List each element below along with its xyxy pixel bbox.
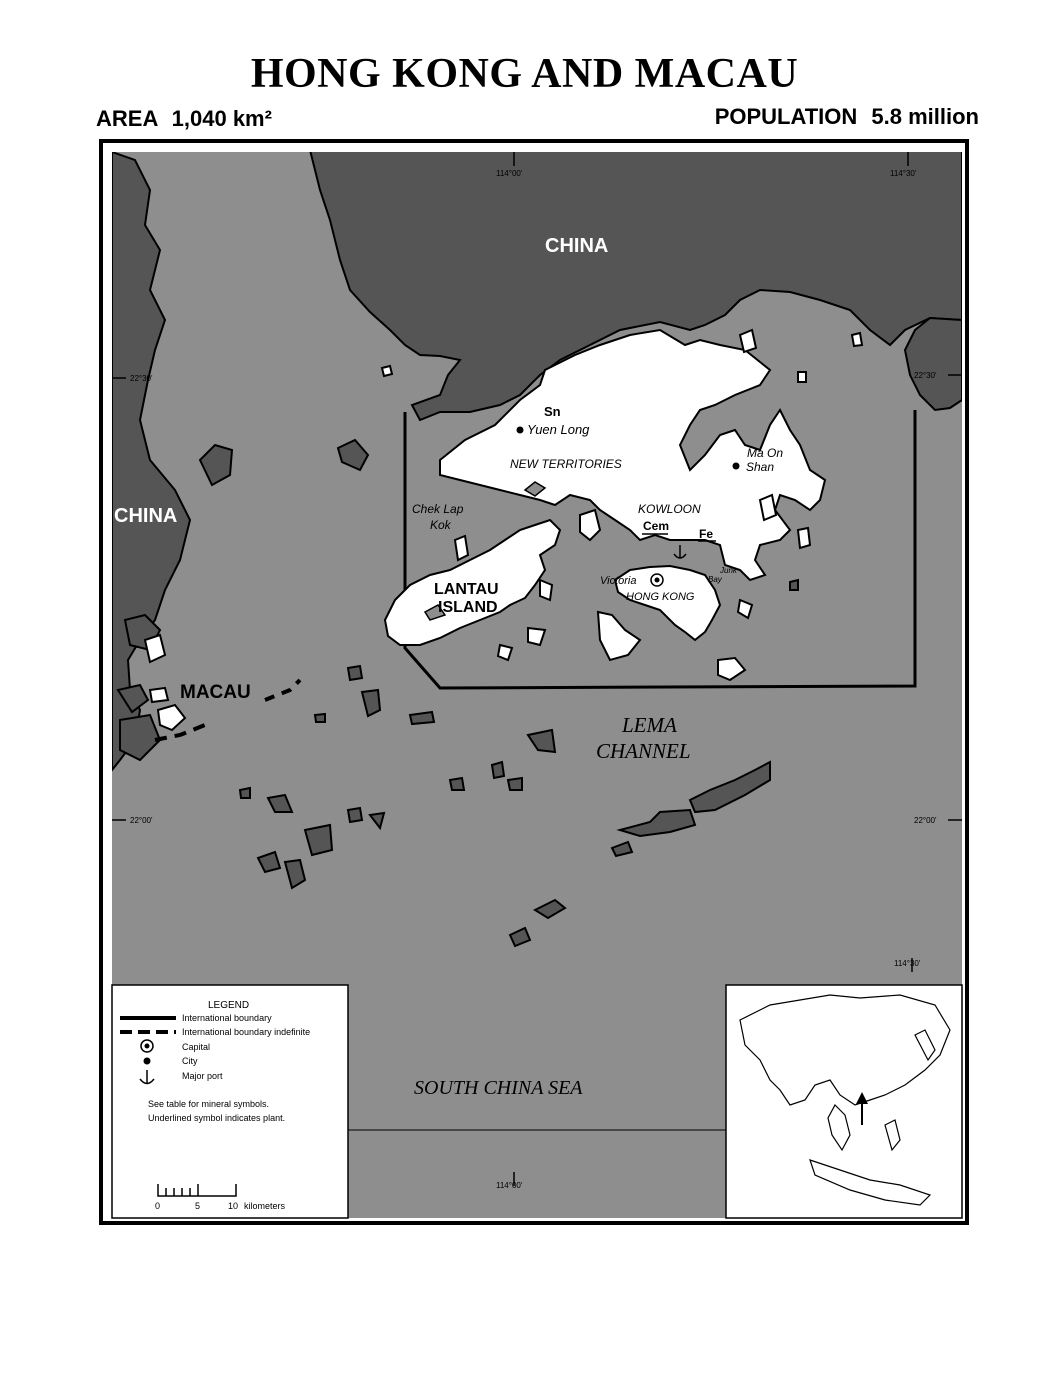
population-label: POPULATION xyxy=(714,104,858,129)
legend-item-label: City xyxy=(182,1056,198,1066)
label-bay-2: Bay xyxy=(708,575,722,584)
grat-left-22-30: 22°30' xyxy=(130,374,153,383)
grat-bottom-114-00: 114°00' xyxy=(496,1181,523,1190)
label-south-china-sea: SOUTH CHINA SEA xyxy=(414,1077,583,1099)
island xyxy=(508,778,522,790)
scale-tick-10: 10 xyxy=(228,1201,239,1211)
legend-item-label: International boundary xyxy=(182,1013,272,1023)
area-value: 1,040 km² xyxy=(171,106,272,131)
island xyxy=(790,580,798,590)
page-title: HONG KONG AND MACAU xyxy=(250,51,799,97)
city-yuen-long-icon xyxy=(517,427,524,434)
label-fe: Fe xyxy=(699,527,714,541)
label-ma-on-1: Ma On xyxy=(747,446,784,460)
population-value: 5.8 million xyxy=(871,104,979,129)
legend-note-2: Underlined symbol indicates plant. xyxy=(148,1113,286,1123)
legend-note-1: See table for mineral symbols. xyxy=(148,1099,270,1109)
scale-tick-0: 0 xyxy=(155,1201,161,1211)
capital-victoria-icon xyxy=(651,574,663,586)
label-ma-on-2: Shan xyxy=(746,460,775,474)
island xyxy=(798,528,810,548)
label-china-north: CHINA xyxy=(545,235,609,257)
island xyxy=(382,366,392,376)
label-lantau-1: LANTAU xyxy=(434,581,499,598)
label-new-territories: NEW TERRITORIES xyxy=(510,457,622,471)
legend-item-label: Capital xyxy=(182,1042,211,1052)
island xyxy=(348,808,362,822)
scale-tick-5: 5 xyxy=(195,1201,201,1211)
grat-top-114-30: 114°30' xyxy=(890,169,917,178)
city-ma-on-shan-icon xyxy=(733,463,740,470)
legend-title: LEGEND xyxy=(208,1000,250,1011)
island xyxy=(852,333,862,346)
label-chek-lap-1: Chek Lap xyxy=(412,502,464,516)
grat-right-22-30: 22°30' xyxy=(914,371,937,380)
city-icon xyxy=(144,1058,151,1065)
island xyxy=(740,330,756,352)
label-lema-2: CHANNEL xyxy=(596,739,691,763)
legend-item-label: Major port xyxy=(182,1071,223,1081)
label-macau: MACAU xyxy=(180,682,251,703)
label-chek-lap-2: Kok xyxy=(430,518,451,532)
capital-icon xyxy=(141,1040,153,1052)
label-lema-1: LEMA xyxy=(622,713,677,737)
island xyxy=(760,495,776,520)
island xyxy=(798,372,806,382)
legend-item-label: International boundary indefinite xyxy=(182,1027,311,1037)
island xyxy=(492,762,504,778)
label-kowloon: KOWLOON xyxy=(638,502,701,516)
macau-island xyxy=(150,688,168,702)
label-china-west: CHINA xyxy=(114,505,178,527)
island xyxy=(410,712,434,724)
grat-top-114-00: 114°00' xyxy=(496,169,523,178)
island xyxy=(315,714,325,722)
island xyxy=(455,536,468,560)
grat-right-22-00: 22°00' xyxy=(914,816,937,825)
label-bay-1: Junk xyxy=(720,566,737,575)
island xyxy=(348,666,362,680)
island xyxy=(240,788,250,798)
label-yuen-long: Yuen Long xyxy=(527,422,590,437)
grat-right-114-30: 114°30' xyxy=(894,959,921,968)
area-label: AREA xyxy=(96,106,158,131)
label-victoria: Victoria xyxy=(600,575,637,587)
scale-unit: kilometers xyxy=(244,1201,286,1211)
label-lantau-2: ISLAND xyxy=(438,599,498,616)
grat-left-22-00: 22°00' xyxy=(130,816,153,825)
island xyxy=(450,778,464,790)
label-sn: Sn xyxy=(544,404,561,419)
label-hong-kong: HONG KONG xyxy=(626,591,695,603)
label-cem: Cem xyxy=(643,519,670,533)
